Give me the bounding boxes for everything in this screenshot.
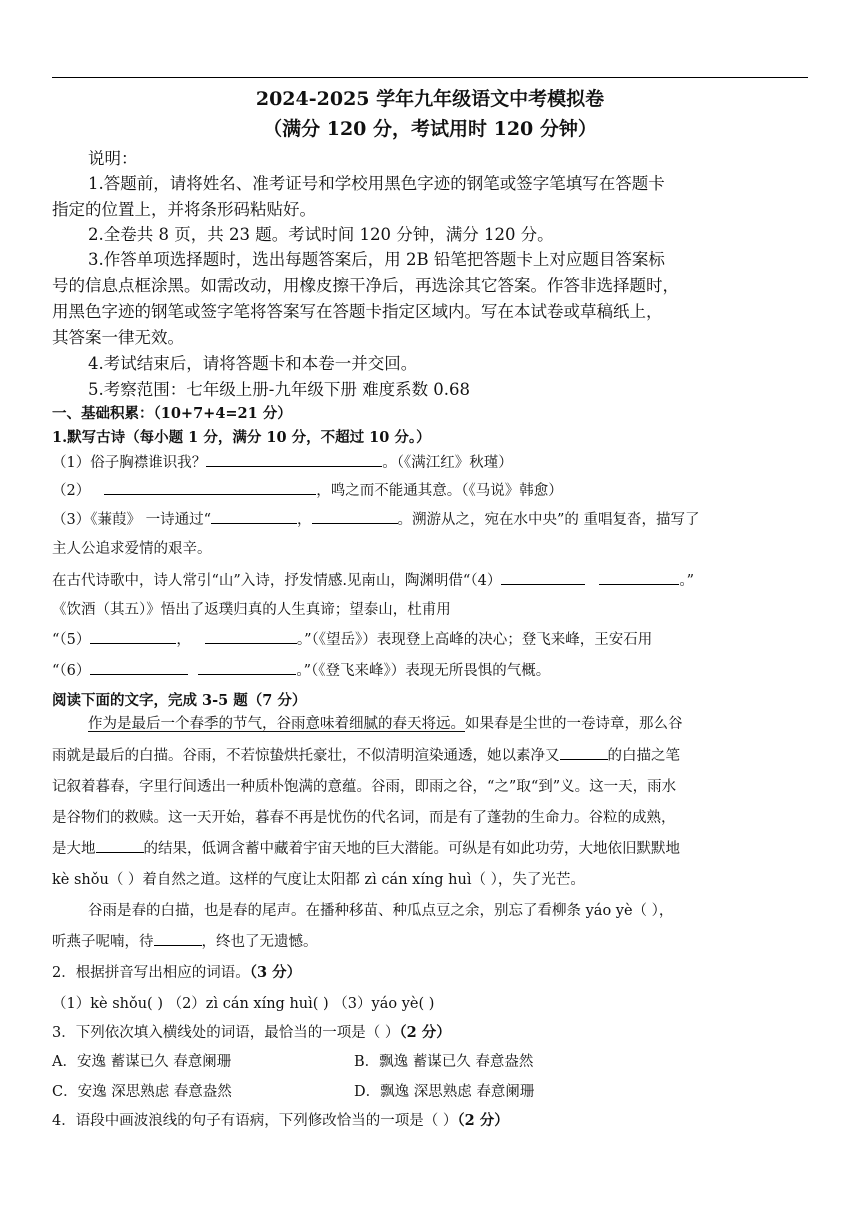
q1-3-comma: ， <box>297 512 312 528</box>
q1-5-rest: 。”（《望岳》）表现登上高峰的决心；登飞来峰，王安石用 <box>296 632 653 648</box>
exam-subtitle: （满分 120 分，考试用时 120 分钟） <box>263 118 597 140</box>
reading-p1-l1 <box>88 712 683 733</box>
q1-5-comma: ， <box>176 632 191 648</box>
q1-4 <box>52 569 694 590</box>
q1-2 <box>52 479 563 500</box>
q1-5-number: “（5） <box>52 632 91 648</box>
q1-4-cont: 《饮酒（其五）》悟出了返璞归真的人生真谛；望泰山，杜甫用 <box>52 602 451 618</box>
reading-heading: 阅读下面的文字，完成 3-5 题（7 分） <box>52 692 307 709</box>
q3-heading-text: 3．下列依次填入横线处的词语，最恰当的一项是（ ） <box>52 1025 400 1041</box>
q1-3-text: （3）《蒹葭》 一诗通过“ <box>52 512 211 528</box>
reading-p2-l1: 谷雨是春的白描，也是春的尾声。在播种移苗、种瓜点豆之余，别忘了看柳条 yáo yè（ ）， <box>88 903 674 919</box>
instruction-3a: 3.作答单项选择题时，选出每题答案后，用 2B 铅笔把答题卡上对应题目答案标 <box>88 250 665 269</box>
q1-3 <box>52 508 700 529</box>
answer-blank[interactable] <box>599 570 679 585</box>
q2-score: （3 分） <box>249 964 302 981</box>
q2-items: （1）kè shǒu( ) （2）zì cán xíng huì( ) （3）yáo yè( ) <box>52 996 435 1012</box>
q1-4-text: 在古代诗歌中，诗人常引“山”入诗，抒发情感.见南山，陶渊明借“（4） <box>52 573 502 589</box>
q4-heading-text: 4．语段中画波浪线的句子有语病，下列修改恰当的一项是（ ） <box>52 1113 458 1129</box>
reading-p1-l2 <box>52 744 680 765</box>
q1-6 <box>52 659 550 680</box>
top-rule <box>52 77 808 78</box>
q1-1-text: （1）俗子胸襟谁识我？ <box>52 455 207 471</box>
instruction-5: 5.考察范围：七年级上册-九年级下册 难度系数 0.68 <box>88 380 471 399</box>
q3-heading <box>52 1021 451 1042</box>
section1-heading: 一、基础积累：（10+7+4=21 分） <box>52 405 292 422</box>
q1-2-number: （2） <box>52 483 91 499</box>
q1-3-cont: 主人公追求爱情的艰辛。 <box>52 541 212 557</box>
answer-blank[interactable] <box>90 629 176 644</box>
answer-blank[interactable] <box>205 629 297 644</box>
answer-blank[interactable] <box>96 838 144 853</box>
q1-4-close: 。” <box>679 573 694 589</box>
q2-heading <box>52 961 301 982</box>
instructions-heading: 说明： <box>88 149 138 168</box>
q1-1 <box>52 451 513 472</box>
q1-6-number: “（6） <box>52 663 91 679</box>
reading-p1-l5-rest: 的结果，低调含蓄中藏着宇宙天地的巨大潜能。可纵是有如此功劳，大地依旧默默地 <box>143 841 680 857</box>
reading-p2-l2-rest: ，终也了无遗憾。 <box>201 934 318 950</box>
q3-option-b[interactable]: B．飘逸 蓄谋已久 春意盎然 <box>354 1054 534 1070</box>
q4-score: （2 分） <box>457 1112 509 1129</box>
instruction-3d: 其答案一律无效。 <box>52 328 184 347</box>
answer-blank[interactable] <box>198 660 296 675</box>
q3-score: （2 分） <box>399 1024 451 1041</box>
q3-option-d[interactable]: D．飘逸 深思熟虑 春意阑珊 <box>354 1084 535 1100</box>
answer-blank[interactable] <box>90 660 188 675</box>
reading-p1-l4: 是谷物们的救赎。这一天开始，暮春不再是忧伤的代名词，而是有了蓬勃的生命力。谷粒的成熟， <box>52 810 676 826</box>
q2-heading-text: 2．根据拼音写出相应的词语。 <box>52 965 250 981</box>
reading-p1-l5 <box>52 837 680 858</box>
answer-blank[interactable] <box>206 452 382 467</box>
reading-p1-l3: 记叙着暮春，字里行间透出一种质朴饱满的意蕴。谷雨，即雨之谷，“之”取“到”义。这一天，雨水 <box>52 779 677 795</box>
reading-p2-l2-text: 听燕子呢喃，待 <box>52 934 154 950</box>
q1-heading: 1.默写古诗（每小题 1 分，满分 10 分，不超过 10 分。） <box>52 429 431 446</box>
answer-blank[interactable] <box>154 931 202 946</box>
instruction-4: 4.考试结束后，请将答题卡和本卷一并交回。 <box>88 354 418 373</box>
q3-option-c[interactable]: C．安逸 深思熟虑 春意盎然 <box>52 1084 232 1100</box>
q3-option-a[interactable]: A．安逸 蓄谋已久 春意阑珊 <box>52 1054 232 1070</box>
q1-2-source: ，鸣之而不能通其意。（《马说》韩愈） <box>316 483 563 499</box>
reading-p2-l2 <box>52 930 318 951</box>
answer-blank[interactable] <box>312 509 398 524</box>
reading-p1-l2-text: 雨就是最后的白描。谷雨，不若惊蛰烘托豪壮，不似清明渲染通透，她以素净又 <box>52 748 560 764</box>
answer-blank[interactable] <box>501 570 585 585</box>
reading-p1-l1-rest: 如果春是尘世的一卷诗章，那么谷 <box>465 716 683 732</box>
instruction-3c: 用黑色字迹的钢笔或签字笔将答案写在答题卡指定区域内。写在本试卷或草稿纸上， <box>52 302 663 321</box>
instruction-2: 2.全卷共 8 页，共 23 题。考试时间 120 分钟，满分 120 分。 <box>88 225 554 244</box>
reading-p1-l5-text: 是大地 <box>52 841 96 857</box>
reading-p1-l2-rest: 的白描之笔 <box>607 748 680 764</box>
q1-5 <box>52 628 652 649</box>
reading-p1-l6: kè shǒu（ ）着自然之道。这样的气度让太阳都 zì cán xíng huì（ ），失了光芒。 <box>52 872 585 888</box>
q1-3-rest: 。溯游从之，宛在水中央”的 重唱复沓，描写了 <box>397 512 700 528</box>
q1-1-source: 。（《满江红》秋瑾） <box>382 455 513 471</box>
instruction-3b: 号的信息点框涂黑。如需改动，用橡皮擦干净后，再选涂其它答案。作答非选择题时， <box>52 276 679 295</box>
instruction-1b: 指定的位置上，并将条形码粘贴好。 <box>52 200 316 219</box>
answer-blank[interactable] <box>211 509 297 524</box>
answer-blank[interactable] <box>104 480 316 495</box>
underlined-sentence: 作为是最后一个春季的节气，谷雨意味着细腻的春天将远。 <box>88 716 465 732</box>
q4-heading <box>52 1109 509 1130</box>
answer-blank[interactable] <box>560 745 608 760</box>
instruction-1a: 1.答题前，请将姓名、准考证号和学校用黑色字迹的钢笔或签字笔填写在答题卡 <box>88 174 665 193</box>
q1-6-rest: 。”（《登飞来峰》）表现无所畏惧的气概。 <box>296 663 551 679</box>
exam-title: 2024-2025 学年九年级语文中考模拟卷 <box>255 88 605 110</box>
